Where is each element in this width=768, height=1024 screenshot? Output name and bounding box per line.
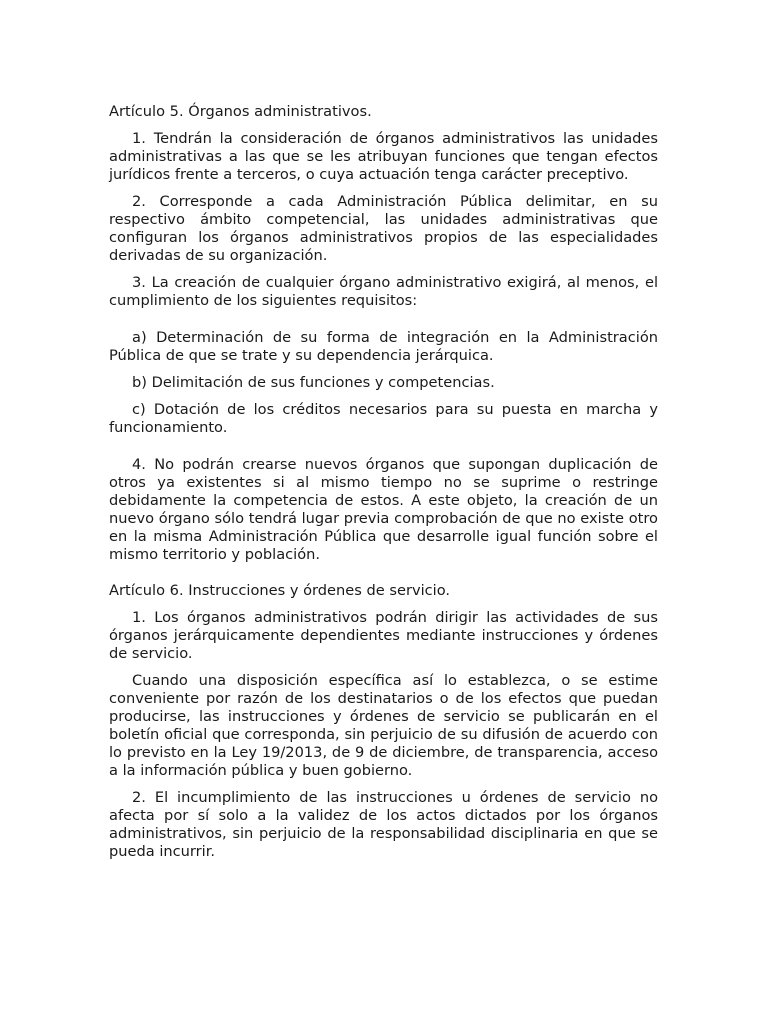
article-6-heading: Artículo 6. Instrucciones y órdenes de servicio.	[109, 582, 451, 599]
article-6-paragraph-2: 2. El incumplimiento de las instrucciones u órdenes de servicio no afecta por sí solo a la validez de los actos dictados por los órganos administrativos, sin perjuicio de la responsabilidad disciplinaria en que se pueda incurrir.	[109, 789, 658, 860]
article-6-paragraph-1: 1. Los órganos administrativos podrán dirigir las actividades de sus órganos jerárquicamente dependientes mediante instrucciones y órdenes de servicio.	[109, 609, 658, 662]
article-5-paragraph-4: 4. No podrán crearse nuevos órganos que supongan duplicación de otros ya existentes si al mismo tiempo no se suprime o restringe debidamente la competencia de estos. A este objeto, la creación de un nuevo órgano sólo tendrá lugar previa comprobación de que no existe otro en la misma Administración Pública que desarrolle igual función sobre el mismo territorio y población.	[109, 456, 658, 563]
article-5-paragraph-1: 1. Tendrán la consideración de órganos administrativos las unidades administrativas a las que se les atribuyan funciones que tengan efectos jurídicos frente a terceros, o cuya actuación tenga carácter preceptivo.	[109, 130, 658, 183]
article-5-requirement-a: a) Determinación de su forma de integración en la Administración Pública de que se trate y su dependencia jerárquica.	[109, 329, 658, 364]
article-5-paragraph-3: 3. La creación de cualquier órgano administrativo exigirá, al menos, el cumplimiento de los siguientes requisitos:	[109, 274, 658, 309]
article-5-heading: Artículo 5. Órganos administrativos.	[109, 103, 372, 120]
article-5-requirement-b: b) Delimitación de sus funciones y competencias.	[132, 374, 495, 391]
document-page	[109, 103, 658, 870]
article-5-requirement-c: c) Dotación de los créditos necesarios para su puesta en marcha y funcionamiento.	[109, 401, 658, 436]
article-5-paragraph-2: 2. Corresponde a cada Administración Pública delimitar, en su respectivo ámbito competencial, las unidades administrativas que configuran los órganos administrativos propios de las especialidades derivadas de su organización.	[109, 193, 658, 264]
article-6-paragraph-1b: Cuando una disposición específica así lo establezca, o se estime conveniente por razón de los destinatarios o de los efectos que puedan producirse, las instrucciones y órdenes de servicio se publicarán en el boletín oficial que corresponda, sin perjuicio de su difusión de acuerdo con lo previsto en la Ley 19/2013, de 9 de diciembre, de transparencia, acceso a la información pública y buen gobierno.	[109, 672, 658, 779]
